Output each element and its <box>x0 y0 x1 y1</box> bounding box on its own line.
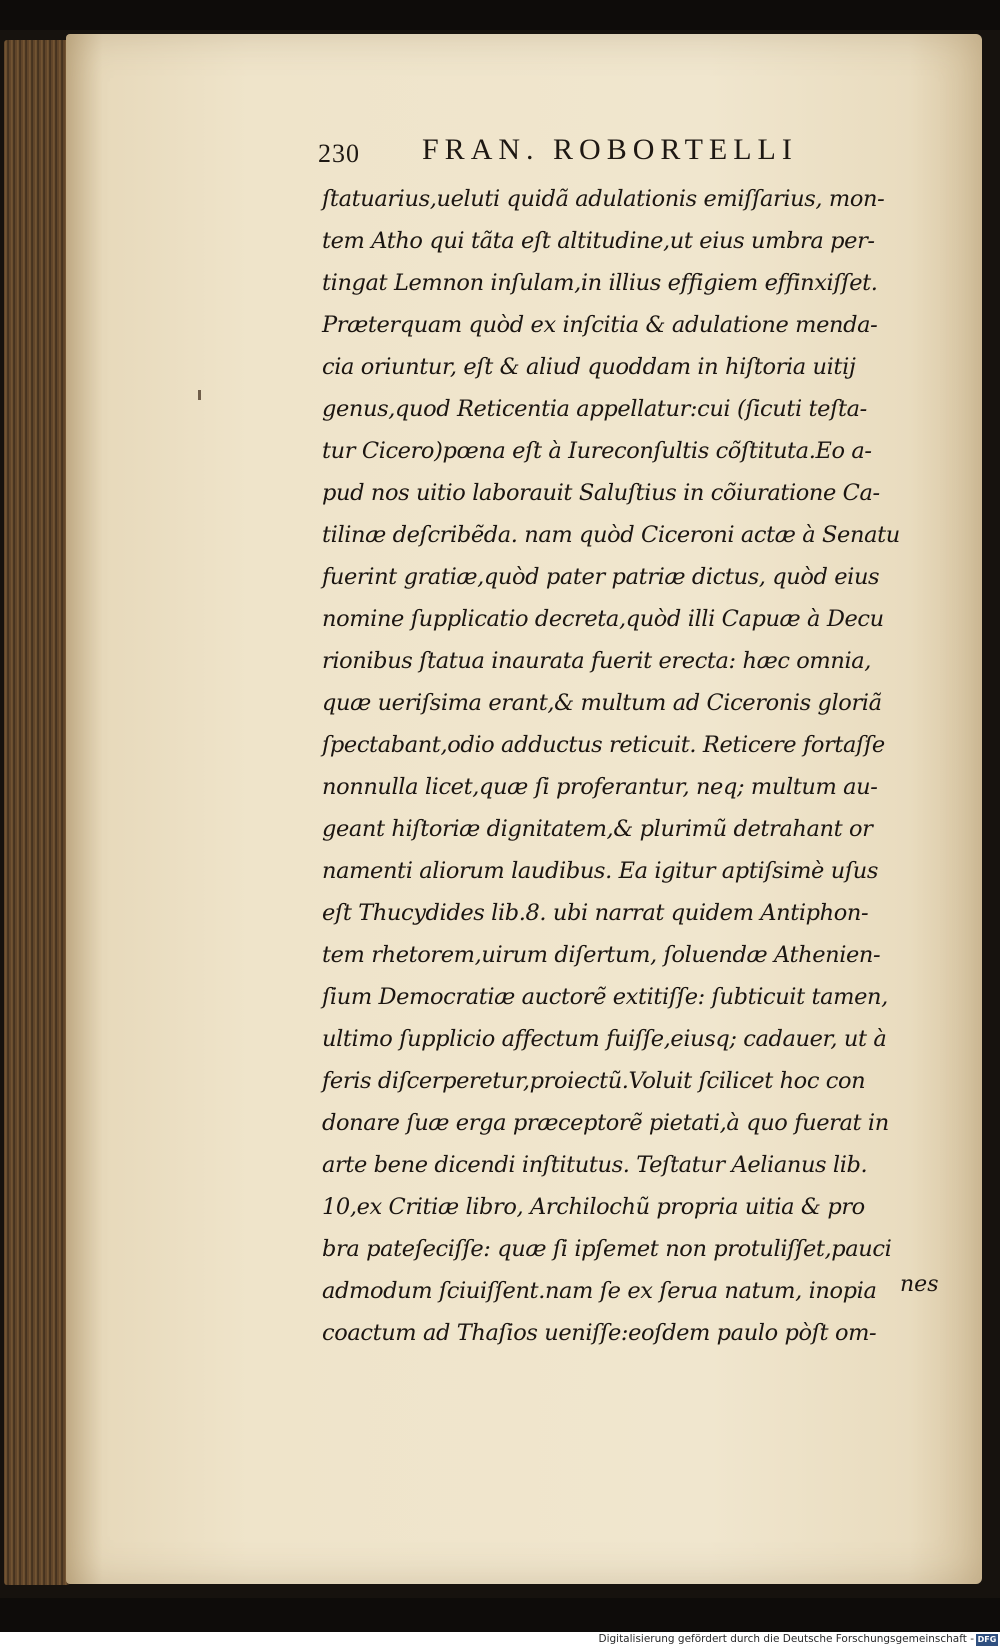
text-line: 10,ex Critiæ libro, Archilochũ propria uitia & pro <box>322 1194 865 1220</box>
text-line: coactum ad Thaſios ueniſſe:eoſdem paulo pòſt om- <box>322 1320 877 1346</box>
text-line: geant hiſtoriæ dignitatem,& plurimũ detrahant or <box>322 816 873 842</box>
text-line: tur Cicero)pœna eſt à Iureconſultis cõſtituta.Eo a- <box>322 438 872 464</box>
text-line: genus,quod Reticentia appellatur:cui (ſicuti teſta- <box>322 396 867 422</box>
text-line: tem Atho qui tãta eſt altitudine,ut eius umbra per- <box>322 228 875 254</box>
text-line: nonnulla licet,quæ ſi proferantur, neq; multum au- <box>322 774 878 800</box>
text-line: admodum ſciuiſſent.nam ſe ex ſerua natum, inopia <box>322 1278 877 1304</box>
text-line: quæ ueriſsima erant,& multum ad Ciceronis gloriã <box>322 690 882 716</box>
dfg-logo-icon: DFG <box>977 1635 997 1644</box>
text-line: pud nos uitio laborauit Saluſtius in cõiuratione Ca- <box>322 480 880 506</box>
text-line: ſium Democratiæ auctorẽ extitiſſe: ſubticuit tamen, <box>322 984 888 1010</box>
text-line: tingat Lemnon inſulam,in illius effigiem effinxiſſet. <box>322 270 878 296</box>
text-line: eſt Thucydides lib.8. ubi narrat quidem Antiphon- <box>322 900 869 926</box>
body-text <box>322 178 942 1354</box>
text-line: ultimo ſupplicio affectum fuiſſe,eiusq; cadauer, ut à <box>322 1026 887 1052</box>
funding-credit: Digitalisierung gefördert durch die Deutsche Forschungsgemeinschaft - <box>598 1633 974 1645</box>
page-edges <box>4 40 70 1585</box>
text-line: tilinæ deſcribẽda. nam quòd Ciceroni actæ à Senatu <box>322 522 900 548</box>
text-line: tem rhetorem,uirum diſertum, ſoluendæ Athenien- <box>322 942 881 968</box>
text-line: fuerint gratiæ,quòd pater patriæ dictus, quòd eius <box>322 564 880 590</box>
catchword: nes <box>900 1272 939 1297</box>
text-line: Præterquam quòd ex inſcitia & adulatione menda- <box>322 312 878 338</box>
text-line: donare ſuæ erga præceptorẽ pietati,à quo fuerat in <box>322 1110 889 1136</box>
text-line: bra pateſeciſſe: quæ ſi ipſemet non protuliſſet,pauci <box>322 1236 892 1262</box>
text-line: rionibus ſtatua inaurata fuerit erecta: hæc omnia, <box>322 648 872 674</box>
text-line: arte bene dicendi inſtitutus. Teſtatur Aelianus lib. <box>322 1152 868 1178</box>
page-number: 230 <box>318 139 360 168</box>
text-line: cia oriuntur, eſt & aliud quoddam in hiſtoria uitij <box>322 354 856 380</box>
text-line: feris diſcerperetur,proiectũ.Voluit ſcilicet hoc con <box>322 1068 866 1094</box>
text-line: ſpectabant,odio adductus reticuit. Reticere fortaſſe <box>322 732 885 758</box>
text-line: nomine ſupplicatio decreta,quòd illi Capuæ à Decu <box>322 606 884 632</box>
text-line: namenti aliorum laudibus. Ea igitur aptiſsimè uſus <box>322 858 878 884</box>
running-head: FRAN. ROBORTELLI <box>422 133 798 166</box>
text-line: ſtatuarius,ueluti quidã adulationis emiſſarius, mon- <box>322 186 885 212</box>
paper-speck <box>198 390 201 400</box>
page-header <box>318 133 878 175</box>
